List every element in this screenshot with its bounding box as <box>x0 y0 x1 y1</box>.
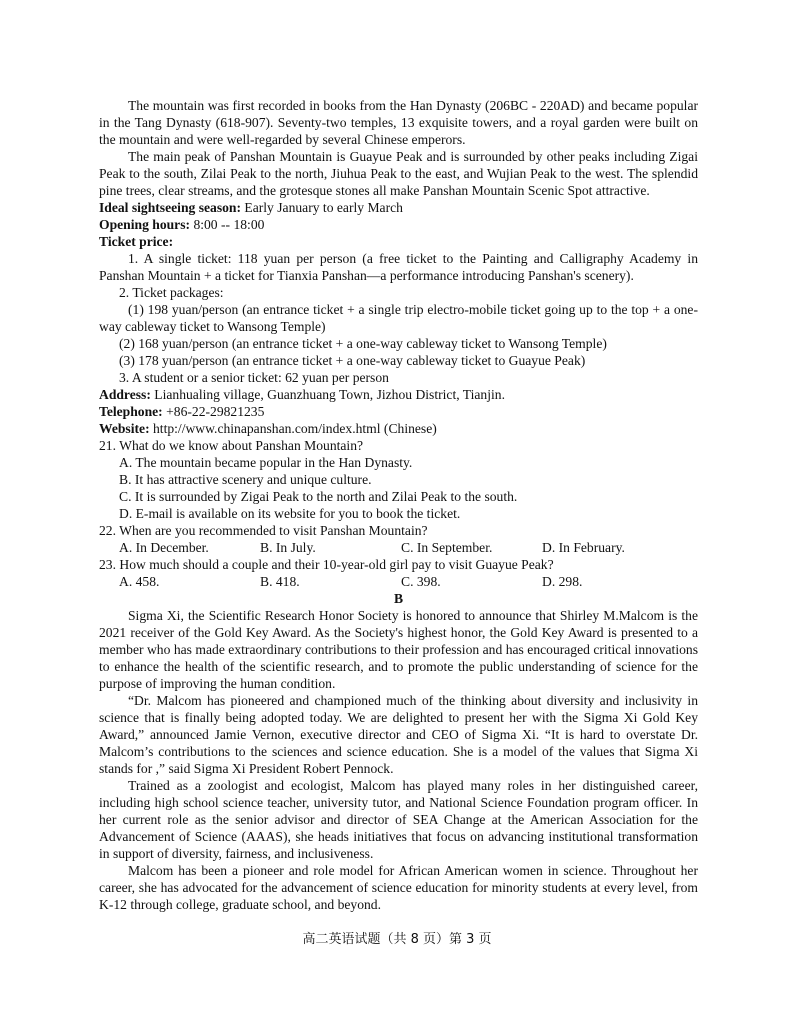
page-footer: 高二英语试题（共 8 页）第 3 页 <box>302 932 492 947</box>
section-b-heading: B <box>393 591 404 606</box>
question-23-stem: 23. How much should a couple and their 10-year-old girl pay to visit Guayue Peak? <box>99 557 554 572</box>
question-21-option-b: B. It has attractive scenery and unique culture. <box>119 472 372 487</box>
exam-page <box>99 97 698 913</box>
website-label: Website: <box>99 421 150 436</box>
question-21-option-c: C. It is surrounded by Zigai Peak to the north and Zilai Peak to the south. <box>119 489 518 504</box>
question-21-stem: 21. What do we know about Panshan Mountain? <box>99 438 364 453</box>
question-22-option-d: D. In February. <box>542 540 625 555</box>
ticket-price-label: Ticket price: <box>99 234 174 249</box>
season-value: Early January to early March <box>244 200 403 215</box>
ticket-price-3: 3. A student or a senior ticket: 62 yuan per person <box>119 370 389 385</box>
address-line <box>99 386 698 403</box>
question-22-option-b: B. In July. <box>260 540 316 555</box>
telephone-label: Telephone: <box>99 404 163 419</box>
paragraph-quote: “Dr. Malcom has pioneered and championed much of the thinking about diversity and inclusivity in science that is finally being adopted today. We are delighted to present her with the Sigma Xi Gold Key Award,” announced Jamie Vernon, executive director and CEO of Sigma Xi. “It is hard to overstate Dr. Malcom’s contributions to the sciences and science education. She is a model of the values that Sigma Xi stands for ,” said Sigma Xi President Robert Pennock. <box>99 693 698 776</box>
telephone-value: +86-22-29821235 <box>166 404 265 419</box>
question-23-option-c: C. 398. <box>401 574 441 589</box>
website-value: http://www.chinapanshan.com/index.html (Chinese) <box>153 421 437 436</box>
season-line <box>99 199 698 216</box>
question-22-stem: 22. When are you recommended to visit Panshan Mountain? <box>99 523 428 538</box>
telephone-line <box>99 403 698 420</box>
question-21-option-a: A. The mountain became popular in the Han Dynasty. <box>119 455 413 470</box>
question-21-option-d: D. E-mail is available on its website for you to book the ticket. <box>119 506 461 521</box>
question-22-options <box>99 539 698 556</box>
website-line <box>99 420 698 437</box>
paragraph-career: Trained as a zoologist and ecologist, Malcom has played many roles in her distinguished career, including high school science teacher, university tutor, and National Science Foundation program officer. In her current role as the senior advisor and director of SEA Change at the American Association for the Advancement of Science (AAAS), she heads initiatives that focus on advancing institutional transformation in support of diversity, fairness, and inclusiveness. <box>99 778 698 861</box>
question-23-option-a: A. 458. <box>119 574 160 589</box>
address-label: Address: <box>99 387 151 402</box>
paragraph-peaks: The main peak of Panshan Mountain is Guayue Peak and is surrounded by other peaks including Zigai Peak to the south, Zilai Peak to the north, Jiuhua Peak to the east, and Wujian Peak to the west. The splendid pine trees, clear streams, and the grotesque stones all make Panshan Mountain Scenic Spot attractive. <box>99 149 698 198</box>
ticket-package-2: (2) 168 yuan/person (an entrance ticket + a one-way cableway ticket to Wansong Temple) <box>119 336 607 351</box>
question-22-option-c: C. In September. <box>401 540 493 555</box>
ticket-price-1: 1. A single ticket: 118 yuan per person (a free ticket to the Painting and Calligraphy Academy in Panshan Mountain + a ticket for Tianxia Panshan—a performance introducing Panshan's scenery). <box>99 251 698 283</box>
hours-label: Opening hours: <box>99 217 191 232</box>
question-23-option-b: B. 418. <box>260 574 300 589</box>
season-label: Ideal sightseeing season: <box>99 200 241 215</box>
question-23-option-d: D. 298. <box>542 574 583 589</box>
ticket-price-2: 2. Ticket packages: <box>119 285 224 300</box>
question-23-options <box>99 573 698 590</box>
ticket-package-3: (3) 178 yuan/person (an entrance ticket + a one-way cableway ticket to Guayue Peak) <box>119 353 586 368</box>
paragraph-history: The mountain was first recorded in books from the Han Dynasty (206BC - 220AD) and became popular in the Tang Dynasty (618-907). Seventy-two temples, 13 exquisite towers, and a royal garden were built on the mountain and were well-regarded by several Chinese emperors. <box>99 98 698 147</box>
hours-value: 8:00 -- 18:00 <box>193 217 265 232</box>
paragraph-pioneer: Malcom has been a pioneer and role model for African American women in science. Throughout her career, she has advocated for the advancement of science education for minority students at every level, from K-12 through college, graduate school, and beyond. <box>99 863 698 912</box>
ticket-package-1: (1) 198 yuan/person (an entrance ticket + a single trip electro-mobile ticket going up to the top + a one-way cableway ticket to Wansong Temple) <box>99 302 698 334</box>
hours-line <box>99 216 698 233</box>
question-22-option-a: A. In December. <box>119 540 209 555</box>
paragraph-gold-key: Sigma Xi, the Scientific Research Honor Society is honored to announce that Shirley M.Malcom is the 2021 receiver of the Gold Key Award. As the Society's highest honor, the Gold Key Award is presented to a member who has made extraordinary contributions to their profession and has encouraged critical innovations to enhance the health of the scientific research, and to promote the public understanding of science for the purpose of improving the human condition. <box>99 608 698 691</box>
address-value: Lianhualing village, Guanzhuang Town, Jizhou District, Tianjin. <box>154 387 505 402</box>
